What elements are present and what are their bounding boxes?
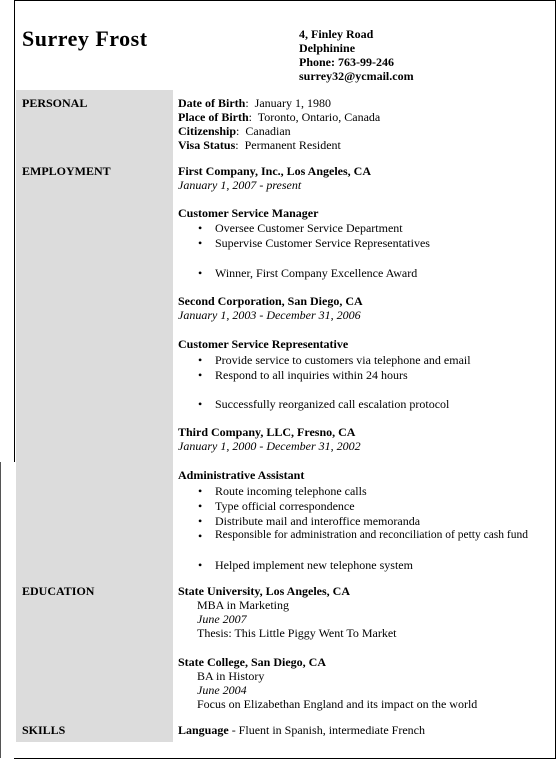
contact-block	[299, 27, 414, 83]
school-name: State University, Los Angeles, CA	[178, 584, 350, 598]
dob-value: January 1, 1980	[254, 96, 331, 110]
job-title: Administrative Assistant	[178, 468, 305, 482]
bullet-icon: •	[198, 514, 203, 528]
bullet-icon: •	[198, 236, 203, 250]
job-bullet: Distribute mail and interoffice memoranda	[215, 514, 421, 528]
job-company: First Company, Inc., Los Angeles, CA	[178, 164, 372, 178]
focus: Focus on Elizabethan England and its impact on the world	[197, 697, 478, 711]
section-label-employment: EMPLOYMENT	[22, 164, 111, 178]
language-value: - Fluent in Spanish, intermediate French	[228, 723, 425, 737]
pob-label: Place of Birth	[178, 110, 249, 124]
dob-row: Date of Birth: January 1, 1980	[178, 96, 331, 110]
language-label: Language	[178, 723, 229, 737]
graduation-date: June 2007	[197, 612, 247, 626]
bullet-icon: •	[198, 266, 203, 280]
address-line-2: Delphinine	[299, 41, 356, 55]
bullet-icon: •	[198, 499, 203, 513]
job-company: Third Company, LLC, Fresno, CA	[178, 425, 356, 439]
page-border-left	[14, 0, 15, 462]
resume-name: Surrey Frost	[22, 26, 148, 51]
visa-label: Visa Status	[178, 138, 236, 152]
citizenship-row: Citizenship: Canadian	[178, 124, 291, 138]
job-title: Customer Service Manager	[178, 206, 319, 220]
degree: BA in History	[197, 669, 265, 683]
bullet-icon: •	[198, 397, 203, 411]
job-dates: January 1, 2003 - December 31, 2006	[178, 308, 361, 322]
job-dates: January 1, 2000 - December 31, 2002	[178, 439, 361, 453]
thesis: Thesis: This Little Piggy Went To Market	[197, 626, 397, 640]
dob-label: Date of Birth	[178, 96, 246, 110]
pob-value: Toronto, Ontario, Canada	[257, 110, 381, 124]
job-bullet: Oversee Customer Service Department	[215, 221, 403, 235]
bullet-icon: •	[198, 353, 203, 367]
job-bullet: Provide service to customers via telephone and email	[215, 353, 471, 367]
job-title: Customer Service Representative	[178, 337, 349, 351]
skills-language	[178, 723, 425, 738]
job-achievement: Successfully reorganized call escalation protocol	[215, 397, 450, 411]
school-name: State College, San Diego, CA	[178, 655, 326, 669]
visa-row: Visa Status: Permanent Resident	[178, 138, 341, 152]
job-bullet: Supervise Customer Service Representatives	[215, 236, 430, 250]
email: surrey32@ycmail.com	[299, 69, 414, 83]
visa-value: Permanent Resident	[244, 138, 341, 152]
job-achievement: Winner, First Company Excellence Award	[215, 266, 418, 280]
bullet-icon: •	[198, 221, 203, 235]
section-label-personal: PERSONAL	[22, 96, 88, 110]
phone: Phone: 763-99-246	[299, 55, 394, 69]
bullet-icon: •	[198, 484, 203, 498]
bullet-icon: •	[198, 529, 203, 543]
section-sidebar	[16, 90, 173, 742]
job-bullet: Respond to all inquiries within 24 hours	[215, 368, 408, 382]
job-bullet: Route incoming telephone calls	[215, 484, 367, 498]
graduation-date: June 2004	[197, 683, 247, 697]
degree: MBA in Marketing	[197, 598, 289, 612]
address-line-1: 4, Finley Road	[299, 27, 374, 41]
citizenship-value: Canadian	[245, 124, 291, 138]
job-bullet: Type official correspondence	[215, 499, 355, 513]
page-border-left-lower	[0, 462, 1, 758]
job-company: Second Corporation, San Diego, CA	[178, 294, 363, 308]
section-label-education: EDUCATION	[22, 584, 95, 598]
job-achievement: Helped implement new telephone system	[215, 558, 413, 572]
job-dates: January 1, 2007 - present	[178, 178, 302, 192]
bullet-icon: •	[198, 558, 203, 572]
bullet-icon: •	[198, 368, 203, 382]
pob-row: Place of Birth: Toronto, Ontario, Canada	[178, 110, 381, 124]
citizenship-label: Citizenship	[178, 124, 237, 138]
personal-details	[178, 96, 380, 152]
section-label-skills: SKILLS	[22, 723, 66, 737]
job-bullet: Responsible for administration and reconciliation of petty cash fund	[215, 529, 528, 541]
